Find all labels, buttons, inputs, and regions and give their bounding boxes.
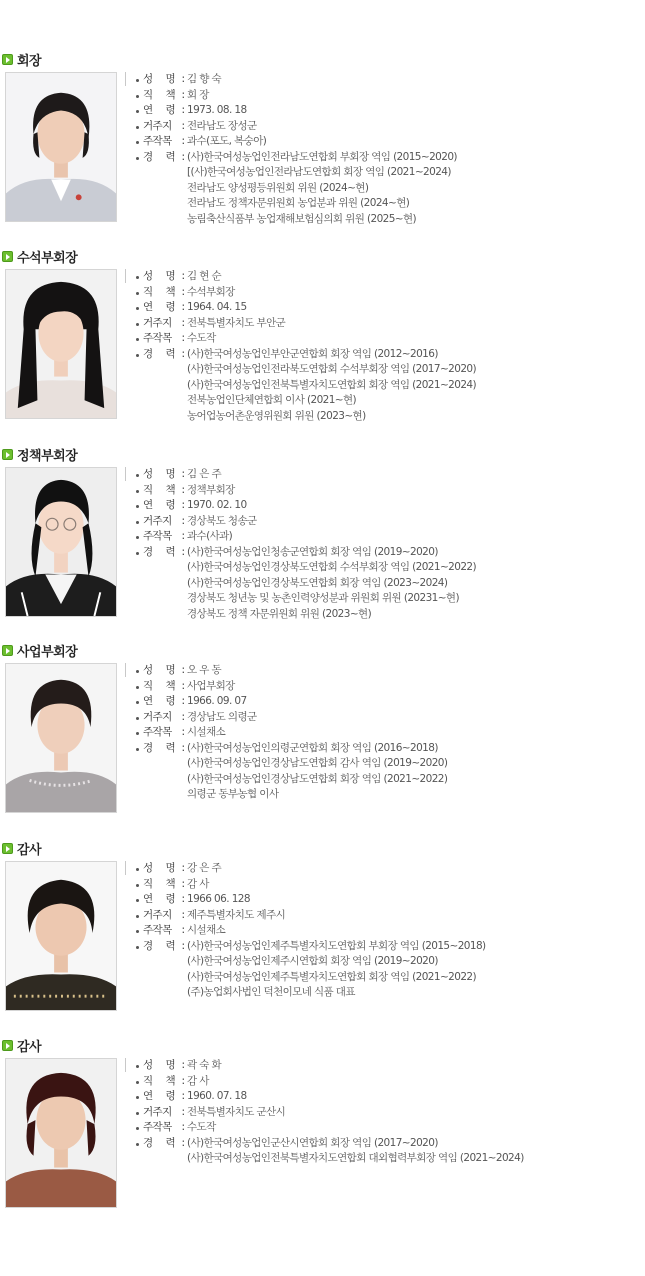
info-row-name: 성 명 : 강 은 주 (135, 861, 640, 877)
member-residence: 경상북도 청송군 (187, 514, 257, 527)
info-row-crop: 주작목 : 수도작 (135, 1120, 640, 1136)
career-list (187, 1136, 524, 1167)
career-item: [(사)한국여성농업인전라남도연합회 회장 역임 (2021~2024) (187, 166, 451, 178)
career-item: (사)한국여성농업인전라북도연합회 수석부회장 역임 (2017~2020) (187, 363, 476, 375)
member-crop: 시설채소 (187, 726, 226, 738)
member-name: 김 향 숙 (187, 73, 222, 85)
career-item: 농림축산식품부 농업재해보험심의회 위원 (2025~현) (187, 212, 417, 225)
career-item: (사)한국여성농업인청송군연합회 회장 역임 (2019~2020) (187, 545, 438, 558)
info-row-name: 성 명 : 오 우 동 (135, 663, 640, 679)
info-row-position: 직 책 : 사업부회장 (135, 679, 640, 695)
career-item: 전북농업인단체연합회 이사 (2021~현) (187, 394, 357, 406)
bullet-arrow-icon (2, 843, 13, 854)
divider (125, 467, 126, 481)
section-title: 정책부회장 (17, 448, 78, 464)
member-residence: 전북특별자치도 부안군 (187, 316, 286, 329)
career-list (187, 347, 476, 425)
divider (125, 663, 126, 677)
divider (125, 72, 126, 86)
career-item: (주)농업회사법인 덕천이모네 식품 대표 (187, 986, 355, 998)
member-name: 김 현 순 (187, 270, 222, 282)
member-birthdate: 1966. 09. 07 (187, 695, 247, 707)
section-heading (2, 641, 77, 659)
career-list (187, 741, 447, 803)
career-item: (사)한국여성농업인경상남도연합회 감사 역임 (2019~2020) (187, 757, 448, 769)
bullet-arrow-icon (2, 251, 13, 262)
member-name: 곽 숙 화 (187, 1059, 222, 1071)
info-row-position: 직 책 : 수석부회장 (135, 285, 640, 301)
info-row-position: 직 책 : 감 사 (135, 1074, 640, 1090)
member-info (135, 1058, 640, 1167)
career-list (187, 545, 476, 623)
career-item: (사)한국여성농업인제주특별자치도연합회 회장 역임 (2021~2022) (187, 970, 476, 983)
info-row-name: 성 명 : 김 현 순 (135, 269, 640, 285)
section-heading (2, 1036, 41, 1054)
member-residence: 제주특별자치도 제주시 (187, 908, 286, 921)
info-row-career: 경 력 : (사)한국여성농업인의령군연합회 회장 역임 (2016~2018) (사)한국여성농업인경상남도연합회 감사 역임 (2019~2020) (사)한국여성농업인경상남도연합회 회장 역임 (2021~2022) 의령군 동부농협 이사 (135, 741, 640, 803)
info-row-crop: 주작목 : 과수(포도, 복숭아) (135, 134, 640, 150)
career-item: 전라남도 양성평등위원회 위원 (2024~현) (187, 181, 369, 194)
info-row-career: 경 력 : (사)한국여성농업인부안군연합회 회장 역임 (2012~2016) (사)한국여성농업인전라북도연합회 수석부회장 역임 (2017~2020) (사)한국여성농업인전북특별자치도연합회 회장 역임 (2021~2024) 전북농업인단체연합회 이사 (2021~현) 농어업농어촌운영위원회 위원 (2023~현) (135, 347, 640, 425)
info-row-residence: 거주지 : 경상남도 의령군 (135, 710, 640, 726)
info-row-career: 경 력 : (사)한국여성농업인전라남도연합회 부회장 역임 (2015~2020) [(사)한국여성농업인전라남도연합회 회장 역임 (2021~2024) 전라남도 양성평등위원회 위원 (2024~현) 전라남도 정책자문위원회 농업분과 위원 (2024~현) 농림축산식품부 농업재해보험심의회 위원 (2025~현) (135, 150, 640, 228)
section-title: 감사 (17, 1039, 42, 1055)
info-row-residence: 거주지 : 제주특별자치도 제주시 (135, 908, 640, 924)
bullet-arrow-icon (2, 1040, 13, 1051)
info-row-age: 연 령 : 1966 06. 128 (135, 892, 640, 908)
info-row-position: 직 책 : 회 장 (135, 88, 640, 104)
career-list (187, 150, 457, 228)
section-heading (2, 839, 41, 857)
member-crop: 과수(포도, 복숭아) (187, 135, 267, 147)
info-row-name: 성 명 : 곽 숙 화 (135, 1058, 640, 1074)
section-title: 회장 (17, 53, 42, 69)
info-row-position: 직 책 : 감 사 (135, 877, 640, 893)
career-item: (사)한국여성농업인의령군연합회 회장 역임 (2016~2018) (187, 741, 438, 754)
member-residence: 전북특별자치도 군산시 (187, 1105, 286, 1118)
member-residence: 경상남도 의령군 (187, 710, 257, 723)
member-crop: 수도작 (187, 332, 216, 344)
member-position: 정책부회장 (187, 483, 235, 496)
career-item: (사)한국여성농업인경상북도연합회 회장 역임 (2023~2024) (187, 576, 448, 589)
info-row-crop: 주작목 : 시설채소 (135, 923, 640, 939)
section-title: 감사 (17, 842, 42, 858)
member-info (135, 861, 640, 1001)
member-position: 감 사 (187, 1074, 209, 1087)
info-row-crop: 주작목 : 과수(사과) (135, 529, 640, 545)
career-item: (사)한국여성농업인전북특별자치도연합회 회장 역임 (2021~2024) (187, 378, 476, 391)
divider (125, 861, 126, 875)
info-row-name: 성 명 : 김 향 숙 (135, 72, 640, 88)
bullet-arrow-icon (2, 449, 13, 460)
member-position: 수석부회장 (187, 285, 235, 298)
member-name: 김 은 주 (187, 468, 222, 480)
member-birthdate: 1964. 04. 15 (187, 301, 247, 313)
info-row-residence: 거주지 : 전북특별자치도 부안군 (135, 316, 640, 332)
member-residence: 전라남도 장성군 (187, 119, 257, 132)
member-crop: 수도작 (187, 1121, 216, 1133)
member-photo (5, 861, 117, 1011)
info-row-career: 경 력 : (사)한국여성농업인제주특별자치도연합회 부회장 역임 (2015~2018) (사)한국여성농업인제주시연합회 회장 역임 (2019~2020) (사)한국여성농업인제주특별자치도연합회 회장 역임 (2021~2022) (주)농업회사법인 덕천이모네 식품 대표 (135, 939, 640, 1001)
info-row-age: 연 령 : 1964. 04. 15 (135, 300, 640, 316)
career-item: 농어업농어촌운영위원회 위원 (2023~현) (187, 409, 366, 422)
career-item: 의령군 동부농협 이사 (187, 788, 279, 800)
career-item: (사)한국여성농업인부안군연합회 회장 역임 (2012~2016) (187, 347, 438, 360)
divider (125, 1058, 126, 1072)
member-info (135, 269, 640, 424)
info-row-age: 연 령 : 1966. 09. 07 (135, 694, 640, 710)
career-item: 경상북도 청년농 및 농촌인력양성분과 위원회 위원 (20231~현) (187, 592, 459, 604)
member-photo (5, 663, 117, 813)
section-heading (2, 247, 77, 265)
member-position: 회 장 (187, 88, 209, 101)
member-birthdate: 1973. 08. 18 (187, 104, 247, 116)
info-row-age: 연 령 : 1960. 07. 18 (135, 1089, 640, 1105)
info-row-residence: 거주지 : 전북특별자치도 군산시 (135, 1105, 640, 1121)
bullet-arrow-icon (2, 645, 13, 656)
member-crop: 과수(사과) (187, 530, 233, 542)
career-item: (사)한국여성농업인경상남도연합회 회장 역임 (2021~2022) (187, 772, 448, 785)
divider (125, 269, 126, 283)
info-row-residence: 거주지 : 경상북도 청송군 (135, 514, 640, 530)
member-crop: 시설채소 (187, 924, 226, 936)
member-birthdate: 1960. 07. 18 (187, 1090, 247, 1102)
info-row-position: 직 책 : 정책부회장 (135, 483, 640, 499)
info-row-age: 연 령 : 1973. 08. 18 (135, 103, 640, 119)
section-title: 사업부회장 (17, 644, 78, 660)
career-item: (사)한국여성농업인제주특별자치도연합회 부회장 역임 (2015~2018) (187, 939, 486, 952)
info-row-age: 연 령 : 1970. 02. 10 (135, 498, 640, 514)
member-birthdate: 1966 06. 128 (187, 893, 250, 905)
career-item: (사)한국여성농업인전라남도연합회 부회장 역임 (2015~2020) (187, 150, 457, 163)
member-info (135, 72, 640, 227)
career-list (187, 939, 486, 1001)
member-info (135, 467, 640, 622)
info-row-crop: 주작목 : 시설채소 (135, 725, 640, 741)
info-row-career: 경 력 : (사)한국여성농업인군산시연합회 회장 역임 (2017~2020) (사)한국여성농업인전북특별자치도연합회 대외협력부회장 역임 (2021~2024) (135, 1136, 640, 1167)
member-position: 사업부회장 (187, 679, 235, 692)
member-birthdate: 1970. 02. 10 (187, 499, 247, 511)
member-photo (5, 269, 117, 419)
section-heading (2, 50, 41, 68)
info-row-residence: 거주지 : 전라남도 장성군 (135, 119, 640, 135)
section-heading (2, 445, 77, 463)
career-item: (사)한국여성농업인전북특별자치도연합회 대외협력부회장 역임 (2021~2024) (187, 1152, 524, 1164)
member-position: 감 사 (187, 877, 209, 890)
career-item: (사)한국여성농업인군산시연합회 회장 역임 (2017~2020) (187, 1136, 438, 1149)
career-item: 경상북도 정책 자문위원회 위원 (2023~현) (187, 607, 372, 620)
section-title: 수석부회장 (17, 250, 78, 266)
career-item: 전라남도 정책자문위원회 농업분과 위원 (2024~현) (187, 197, 410, 209)
member-photo (5, 72, 117, 222)
member-photo (5, 1058, 117, 1208)
career-item: (사)한국여성농업인경상북도연합회 수석부회장 역임 (2021~2022) (187, 561, 476, 573)
bullet-arrow-icon (2, 54, 13, 65)
member-info (135, 663, 640, 803)
info-row-crop: 주작목 : 수도작 (135, 331, 640, 347)
career-item: (사)한국여성농업인제주시연합회 회장 역임 (2019~2020) (187, 955, 438, 967)
member-photo (5, 467, 117, 617)
member-name: 강 은 주 (187, 862, 222, 874)
member-name: 오 우 동 (187, 664, 222, 676)
info-row-career: 경 력 : (사)한국여성농업인청송군연합회 회장 역임 (2019~2020) (사)한국여성농업인경상북도연합회 수석부회장 역임 (2021~2022) (사)한국여성농업인경상북도연합회 회장 역임 (2023~2024) 경상북도 청년농 및 농촌인력양성분과 위원회 위원 (20231~현) 경상북도 정책 자문위원회 위원 (2023~현) (135, 545, 640, 623)
info-row-name: 성 명 : 김 은 주 (135, 467, 640, 483)
